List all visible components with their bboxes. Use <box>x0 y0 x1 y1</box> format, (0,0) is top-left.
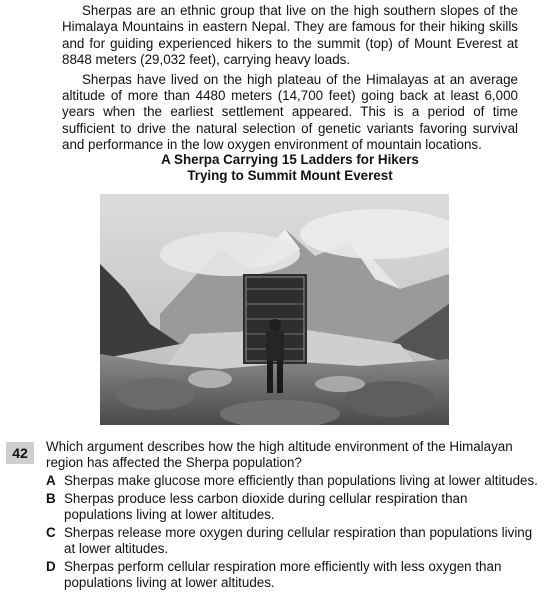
answer-option-b[interactable] <box>46 491 538 523</box>
sherpa-photo <box>100 194 449 425</box>
option-text: Sherpas release more oxygen during cellular respiration than populations living at lower altitudes. <box>64 525 533 556</box>
caption-line-2: Trying to Summit Mount Everest <box>187 168 393 183</box>
option-text: Sherpas produce less carbon dioxide during cellular respiration than populations living at lower altitudes. <box>64 491 468 522</box>
passage-paragraph-1: Sherpas are an ethnic group that live on the high southern slopes of the Himalaya Mountains in eastern Nepal. They are famous for their hiking skills and for guiding experienced hikers to the summit (top) of Mount Everest at 8848 meters (29,032 feet), carrying heavy loads. <box>62 3 518 68</box>
question-number-badge: 42 <box>6 442 34 464</box>
option-text: Sherpas perform cellular respiration more efficiently with less oxygen than populations living at lower altitudes. <box>64 559 502 590</box>
figure-caption <box>62 152 518 184</box>
option-letter: D <box>46 559 56 574</box>
reading-passage <box>62 3 518 157</box>
answer-option-d[interactable] <box>46 559 538 591</box>
question-stem: Which argument describes how the high altitude environment of the Himalayan region has affected the Sherpa population? <box>46 439 513 470</box>
passage-paragraph-2: Sherpas have lived on the high plateau of the Himalayas at an average altitude of more than 4480 meters (14,700 feet) going back at least 6,000 years when the earliest settlement appeared. This is a period of time sufficient to drive the natural selection of genetic variants favoring survival and performance in the low oxygen environment of mountain locations. <box>62 71 518 153</box>
answer-option-a[interactable] <box>46 473 538 489</box>
option-letter: A <box>46 473 56 488</box>
option-text: Sherpas make glucose more efficiently than populations living at lower altitudes. <box>64 473 538 488</box>
answer-option-c[interactable] <box>46 525 538 557</box>
caption-line-1: A Sherpa Carrying 15 Ladders for Hikers <box>161 152 419 167</box>
sherpa-photo-illustration <box>100 194 449 425</box>
answer-options <box>46 473 538 593</box>
option-letter: C <box>46 525 56 540</box>
option-letter: B <box>46 491 56 506</box>
